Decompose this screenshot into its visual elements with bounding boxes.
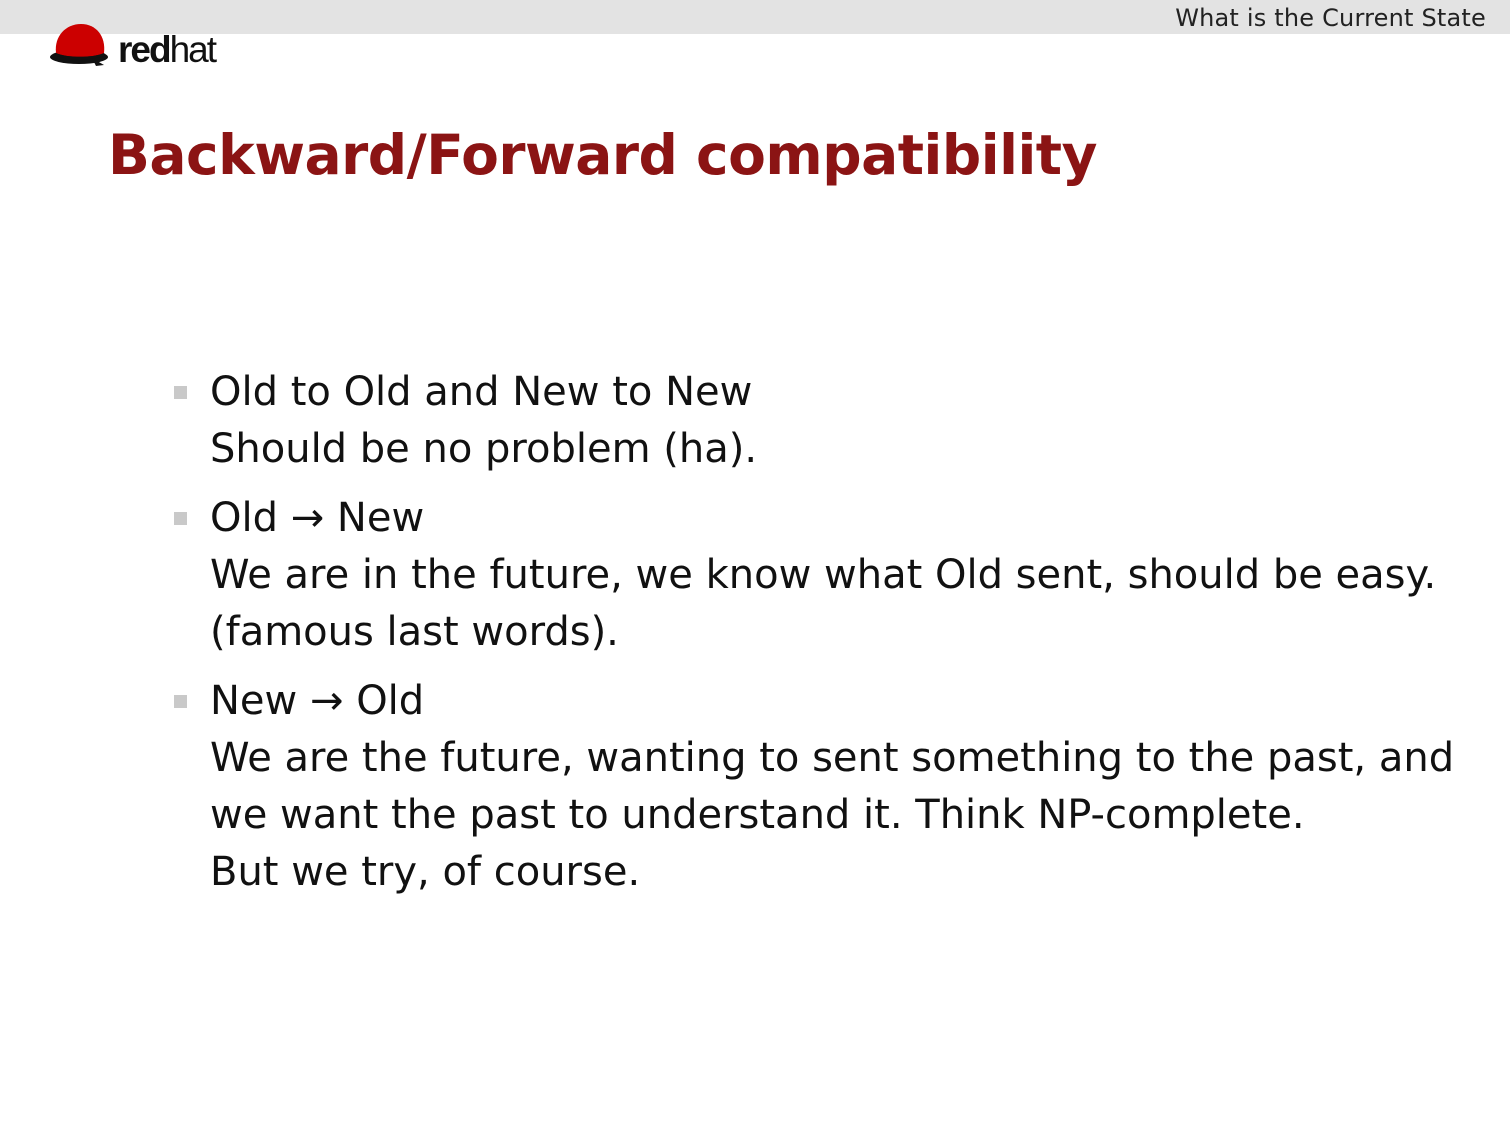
bullet-text: Should be no problem (ha). [210, 426, 758, 472]
bullet-marker [174, 512, 187, 525]
bullet-text: But we try, of course. [210, 849, 641, 895]
bullet-marker [174, 386, 187, 399]
bullet-item [172, 490, 1437, 661]
bullet-text: we want the past to understand it. Think NP-complete. [210, 792, 1305, 838]
redhat-logo [48, 20, 215, 70]
bullet-marker [174, 695, 187, 708]
bullet-heading: Old to Old and New to New [210, 369, 753, 415]
bullet-item [172, 364, 1432, 478]
bullet-list [172, 364, 1455, 913]
bullet-text: We are the future, wanting to sent something to the past, and [210, 735, 1455, 781]
logo-wordmark: redhat [118, 28, 216, 70]
section-label: What is the Current State [1175, 4, 1486, 32]
bullet-heading: Old → New [210, 495, 425, 541]
bullet-text: We are in the future, we know what Old sent, should be easy. [210, 552, 1437, 598]
red-hat-icon [48, 20, 112, 70]
header-bar [0, 0, 1510, 34]
bullet-heading: New → Old [210, 678, 425, 724]
bullet-item [172, 673, 1455, 901]
slide-title: Backward/Forward compatibility [108, 123, 1097, 187]
bullet-text: (famous last words). [210, 609, 619, 655]
